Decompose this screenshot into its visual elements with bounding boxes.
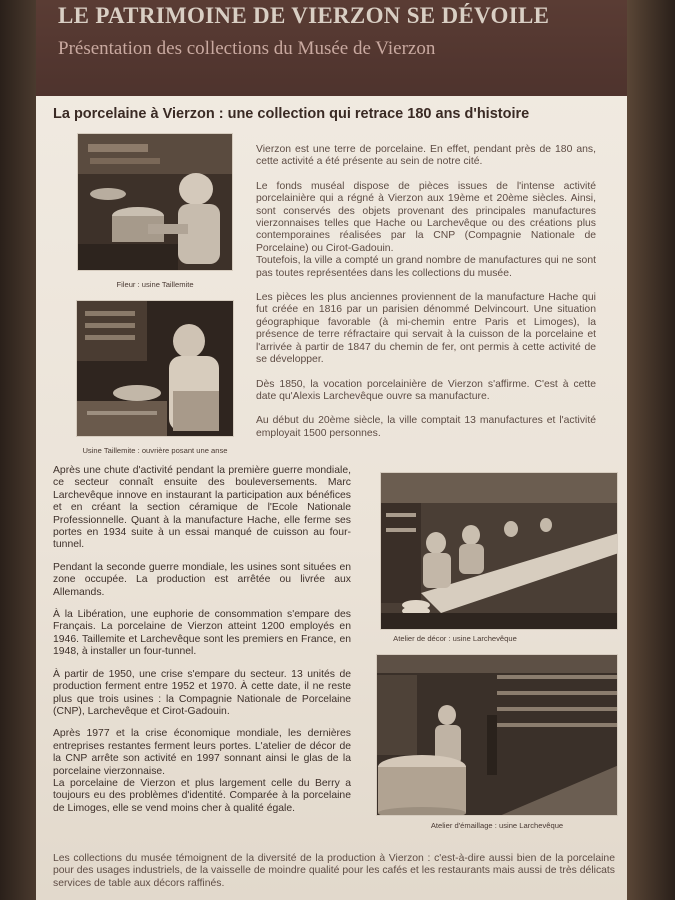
- photo-fileur-caption: Fileur : usine Taillemite: [116, 280, 194, 289]
- paragraph: Vierzon est une terre de porcelaine. En effet, pendant près de 180 ans, cette activité a été présente au sein de notre cité.: [256, 144, 596, 168]
- section-title: La porcelaine à Vierzon : une collection qui retrace 180 ans d'histoire: [53, 106, 530, 122]
- photo-atelier-emaillage-caption: Atelier d'émaillage : usine Larchevêque: [430, 821, 564, 830]
- paragraph: Après une chute d'activité pendant la première guerre mondiale, ce secteur connaît ensuite des bouleversements. Marc Larchevêque innove en instaurant la participation aux bénéfices et en créant la section céramique de l'Ecole Nationale Professionnelle. Quant à la manufacture Hache, elle ferme ses portes en 1934 suite à un essai manqué de cuisson au four-tunnel.: [53, 465, 351, 551]
- photo-fileur-image: [78, 134, 233, 271]
- paragraph: Le fonds muséal dispose de pièces issues de l'intense activité porcelainière qui a régné à Vierzon aux 19ème et 20ème siècles. Ainsi, sont conservés des objets provenant des principales manufactures vierzonnaises telles que Hache ou Larchevêque ou des créations plus contemporaines réalisées par la CNP (Compagnie Nationale de Porcelaine) ou Cirot-Gadouin.: [256, 180, 596, 254]
- paragraph: Après 1977 et la crise économique mondiale, les dernières entreprises restantes ferment leurs portes. L'atelier de décor de la CNP arrête son activité en 1997 sonnant ainsi le glas de la porcelaine vierzonnaise.: [53, 728, 351, 777]
- exhibition-panel: [36, 0, 627, 900]
- wall-left: [0, 0, 36, 900]
- paragraph: Les pièces les plus anciennes proviennent de la manufacture Hache qui fut créée en 1816 par un parisien dénommé Delvincourt. Une situation géographique favorable (à mi-chemin entre Paris et Limoges), la présence de terre réfractaire qui servait à la cuisson de la porcelaine et l'arrivée à partir de 1847 du chemin de fer, ont permis à cette activité de se développer.: [256, 292, 596, 366]
- paragraph: Pendant la seconde guerre mondiale, les usines sont situées en zone occupée. La production est arrêtée ou livrée aux Allemands.: [53, 561, 351, 598]
- photo-ouvriere: [76, 300, 234, 437]
- photo-ouvriere-image: [77, 301, 234, 437]
- paragraph: À partir de 1950, une crise s'empare du secteur. 13 unités de production ferment entre 1952 et 1970. À cette date, il ne reste plus que trois usines : la Compagnie Nationale de Porcelaine (CNP), Larchevêque et Cirot-Gadouin.: [53, 668, 351, 717]
- photo-atelier-decor-image: [381, 473, 618, 630]
- photo-atelier-decor: [380, 472, 618, 630]
- wall-right: [627, 0, 675, 900]
- photo-atelier-decor-caption: Atelier de décor : usine Larchevêque: [393, 634, 517, 643]
- photo-ouvriere-caption: Usine Taillemite : ouvrière posant une anse: [82, 446, 228, 455]
- paragraph: Au début du 20ème siècle, la ville comptait 13 manufactures et l'activité employait 1500 personnes.: [256, 415, 596, 439]
- banner-title: LE PATRIMOINE DE VIERZON SE DÉVOILE: [58, 3, 550, 28]
- intro-text-column: [256, 144, 596, 440]
- collections-text: [53, 853, 615, 890]
- photo-fileur: [77, 133, 233, 271]
- banner-subtitle: Présentation des collections du Musée de Vierzon: [58, 38, 436, 59]
- paragraph: La porcelaine de Vierzon et plus largement celle du Berry a toujours eu des problèmes d'identité. Comparée à la porcelaine de Limoges, elle se vend moins cher à qualité égale.: [53, 777, 351, 814]
- paragraph: Les collections du musée témoignent de la diversité de la production à Vierzon : c'est-à-dire aussi bien de la porcelaine pour des usages industriels, de la vaisselle de moindre qualité pour les cafés et les restaurants mais aussi de très délicats services de table aux décors raffinés.: [53, 853, 615, 889]
- photo-atelier-emaillage: [376, 654, 618, 816]
- history-text-column: [53, 465, 351, 815]
- paragraph: Toutefois, la ville a compté un grand nombre de manufactures qui ne sont pas toutes représentées dans les collections du musée.: [256, 255, 596, 279]
- photo-atelier-emaillage-image: [377, 655, 618, 816]
- paragraph: À la Libération, une euphorie de consommation s'empare des Français. La porcelaine de Vierzon atteint 1200 employés en 1946. Taillemite et Larchevêque sont les premiers en France, en 1948, à installer un four-tunnel.: [53, 609, 351, 658]
- paragraph: Dès 1850, la vocation porcelainière de Vierzon s'affirme. C'est à cette date qu'Alexis Larchevêque ouvre sa manufacture.: [256, 378, 596, 402]
- panel-banner: [36, 0, 627, 96]
